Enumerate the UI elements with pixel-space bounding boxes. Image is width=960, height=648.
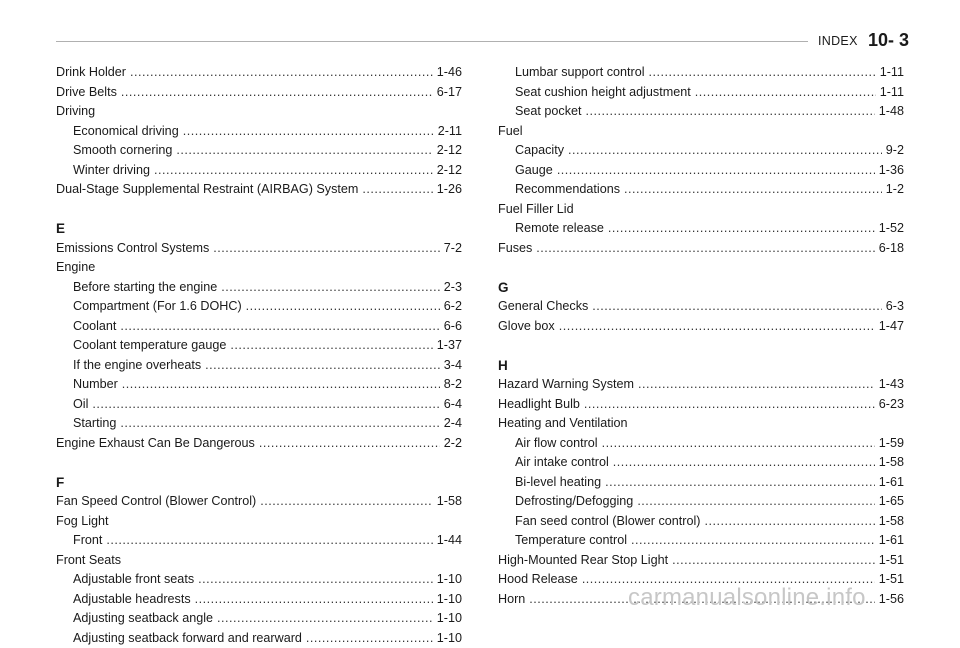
entry-page-number: 6-23 <box>879 395 904 415</box>
dot-leader <box>198 570 433 590</box>
entry-title: Number <box>73 375 118 395</box>
entry-title: Economical driving <box>73 122 179 142</box>
entry-title: Headlight Bulb <box>498 395 580 415</box>
entry-page-number: 1-65 <box>879 492 904 512</box>
entry-title: Air flow control <box>515 434 598 454</box>
entry-page-number: 2-11 <box>438 122 462 142</box>
entry-page-number: 1-61 <box>879 473 904 493</box>
dot-leader <box>92 395 439 415</box>
entry-title: Starting <box>73 414 116 434</box>
entry-title: Fan Speed Control (Blower Control) <box>56 492 256 512</box>
entry-title: Seat cushion height adjustment <box>515 83 691 103</box>
dot-leader <box>624 180 882 200</box>
entry-title: Adjustable headrests <box>73 590 191 610</box>
index-subentry <box>498 512 904 532</box>
dot-leader <box>608 219 875 239</box>
entry-page-number: 2-12 <box>437 141 462 161</box>
index-subentry <box>498 180 904 200</box>
index-entry <box>498 200 904 220</box>
entry-title: High-Mounted Rear Stop Light <box>498 551 668 571</box>
index-subentry <box>498 531 904 551</box>
dot-leader <box>586 102 875 122</box>
dot-leader <box>362 180 432 200</box>
entry-title: Hazard Warning System <box>498 375 634 395</box>
entry-page-number: 1-51 <box>879 570 904 590</box>
entry-title: Adjusting seatback forward and rearward <box>73 629 302 648</box>
entry-page-number: 6-6 <box>444 317 462 337</box>
index-entry <box>56 434 462 454</box>
index-entry <box>56 551 462 571</box>
entry-title: If the engine overheats <box>73 356 201 376</box>
index-subentry <box>498 102 904 122</box>
dot-leader <box>605 473 875 493</box>
index-subentry <box>498 83 904 103</box>
entry-page-number: 6-17 <box>437 83 462 103</box>
entry-page-number: 7-2 <box>444 239 462 259</box>
entry-title: Coolant <box>73 317 116 337</box>
dot-leader <box>306 629 433 648</box>
dot-leader <box>106 531 432 551</box>
entry-page-number: 1-44 <box>437 531 462 551</box>
entry-page-number: 2-3 <box>444 278 462 298</box>
index-subentry <box>56 629 462 648</box>
index-entry <box>56 239 462 259</box>
watermark: carmanualsonline.info <box>628 584 866 612</box>
index-entry <box>498 317 904 337</box>
index-subentry <box>498 492 904 512</box>
entry-title: Fan seed control (Blower control) <box>515 512 701 532</box>
entry-page-number: 1-48 <box>879 102 904 122</box>
entry-page-number: 1-2 <box>886 180 904 200</box>
index-subentry <box>56 278 462 298</box>
index-subentry <box>56 414 462 434</box>
dot-leader <box>536 239 874 259</box>
entry-title: Recommendations <box>515 180 620 200</box>
dot-leader <box>557 161 875 181</box>
entry-title: Fuel Filler Lid <box>498 200 574 220</box>
entry-title: Air intake control <box>515 453 609 473</box>
index-entry <box>56 83 462 103</box>
entry-page-number: 1-61 <box>879 531 904 551</box>
header-rule <box>56 41 808 42</box>
index-entry <box>498 122 904 142</box>
entry-title: Temperature control <box>515 531 627 551</box>
entry-title: Emissions Control Systems <box>56 239 209 259</box>
dot-leader <box>705 512 875 532</box>
entry-title: Hood Release <box>498 570 578 590</box>
entry-page-number: 1-36 <box>879 161 904 181</box>
index-entry <box>498 375 904 395</box>
index-subentry <box>56 336 462 356</box>
section-spacer <box>498 258 904 278</box>
index-entry <box>498 395 904 415</box>
entry-title: Dual-Stage Supplemental Restraint (AIRBAG) System <box>56 180 358 200</box>
entry-page-number: 8-2 <box>444 375 462 395</box>
index-subentry <box>498 434 904 454</box>
entry-title: Glove box <box>498 317 555 337</box>
section-spacer <box>498 336 904 356</box>
index-subentry <box>56 161 462 181</box>
entry-page-number: 9-2 <box>886 141 904 161</box>
entry-page-number: 1-46 <box>437 63 462 83</box>
entry-title: Defrosting/Defogging <box>515 492 633 512</box>
entry-page-number: 1-47 <box>879 317 904 337</box>
index-entry <box>56 180 462 200</box>
entry-page-number: 1-26 <box>437 180 462 200</box>
dot-leader <box>246 297 440 317</box>
index-entry <box>56 512 462 532</box>
entry-page-number: 1-11 <box>880 83 904 103</box>
index-subentry <box>56 531 462 551</box>
entry-page-number: 6-3 <box>886 297 904 317</box>
dot-leader <box>259 434 440 454</box>
dot-leader <box>568 141 882 161</box>
entry-page-number: 1-56 <box>879 590 904 610</box>
entry-page-number: 3-4 <box>444 356 462 376</box>
entry-page-number: 2-4 <box>444 414 462 434</box>
index-entry <box>498 414 904 434</box>
entry-page-number: 2-12 <box>437 161 462 181</box>
index-column-right <box>498 63 904 609</box>
entry-title: Fuel <box>498 122 523 142</box>
header-section-label: INDEX <box>818 34 858 48</box>
entry-page-number: 6-18 <box>879 239 904 259</box>
entry-page-number: 1-52 <box>879 219 904 239</box>
index-column-left <box>56 63 462 648</box>
dot-leader <box>602 434 875 454</box>
entry-page-number: 1-37 <box>437 336 462 356</box>
index-subentry <box>498 141 904 161</box>
index-subentry <box>56 317 462 337</box>
entry-title: Smooth cornering <box>73 141 172 161</box>
index-subentry <box>56 395 462 415</box>
entry-title: Engine Exhaust Can Be Dangerous <box>56 434 255 454</box>
entry-page-number: 1-11 <box>880 63 904 83</box>
entry-page-number: 2-2 <box>444 434 462 454</box>
entry-page-number: 1-58 <box>879 453 904 473</box>
index-entry <box>498 297 904 317</box>
index-subentry <box>498 63 904 83</box>
entry-title: Coolant temperature gauge <box>73 336 226 356</box>
section-spacer <box>56 453 462 473</box>
section-spacer <box>56 200 462 220</box>
entry-title: Bi-level heating <box>515 473 601 493</box>
dot-leader <box>637 492 874 512</box>
dot-leader <box>559 317 875 337</box>
index-subentry <box>56 375 462 395</box>
dot-leader <box>183 122 434 142</box>
dot-leader <box>631 531 875 551</box>
entry-title: Horn <box>498 590 525 610</box>
header-page-number: 10- 3 <box>868 30 909 51</box>
section-letter-heading: H <box>498 356 904 376</box>
entry-title: Driving <box>56 102 95 122</box>
index-subentry <box>498 219 904 239</box>
entry-title: Winter driving <box>73 161 150 181</box>
entry-title: Fog Light <box>56 512 109 532</box>
entry-page-number: 1-10 <box>437 590 462 610</box>
entry-title: Compartment (For 1.6 DOHC) <box>73 297 242 317</box>
entry-page-number: 1-10 <box>437 629 462 648</box>
dot-leader <box>154 161 433 181</box>
dot-leader <box>176 141 432 161</box>
entry-title: Adjusting seatback angle <box>73 609 213 629</box>
dot-leader <box>221 278 440 298</box>
entry-page-number: 1-58 <box>437 492 462 512</box>
dot-leader <box>672 551 875 571</box>
entry-page-number: 1-59 <box>879 434 904 454</box>
entry-title: Fuses <box>498 239 532 259</box>
entry-page-number: 1-10 <box>437 609 462 629</box>
index-entry <box>56 492 462 512</box>
entry-title: Before starting the engine <box>73 278 217 298</box>
entry-page-number: 6-4 <box>444 395 462 415</box>
dot-leader <box>592 297 882 317</box>
entry-page-number: 1-43 <box>879 375 904 395</box>
entry-title: Engine <box>56 258 95 278</box>
index-entry <box>498 551 904 571</box>
entry-title: Heating and Ventilation <box>498 414 628 434</box>
index-subentry <box>56 590 462 610</box>
dot-leader <box>230 336 432 356</box>
dot-leader <box>695 83 876 103</box>
entry-title: Front Seats <box>56 551 121 571</box>
entry-title: Lumbar support control <box>515 63 645 83</box>
entry-title: Seat pocket <box>515 102 582 122</box>
index-subentry <box>56 570 462 590</box>
index-entry <box>56 102 462 122</box>
entry-page-number: 6-2 <box>444 297 462 317</box>
index-entry <box>56 258 462 278</box>
entry-page-number: 1-58 <box>879 512 904 532</box>
dot-leader <box>130 63 433 83</box>
section-letter-heading: G <box>498 278 904 298</box>
entry-title: Front <box>73 531 102 551</box>
dot-leader <box>195 590 433 610</box>
dot-leader <box>122 375 440 395</box>
entry-page-number: 1-51 <box>879 551 904 571</box>
dot-leader <box>613 453 875 473</box>
entry-title: Capacity <box>515 141 564 161</box>
dot-leader <box>584 395 875 415</box>
entry-title: Drink Holder <box>56 63 126 83</box>
entry-title: Gauge <box>515 161 553 181</box>
dot-leader <box>205 356 440 376</box>
dot-leader <box>260 492 433 512</box>
index-subentry <box>56 122 462 142</box>
dot-leader <box>120 414 439 434</box>
entry-title: Drive Belts <box>56 83 117 103</box>
index-entry <box>56 63 462 83</box>
index-subentry <box>56 297 462 317</box>
entry-title: Remote release <box>515 219 604 239</box>
dot-leader <box>120 317 439 337</box>
entry-page-number: 1-10 <box>437 570 462 590</box>
dot-leader <box>213 239 440 259</box>
entry-title: General Checks <box>498 297 588 317</box>
entry-title: Adjustable front seats <box>73 570 194 590</box>
dot-leader <box>638 375 875 395</box>
index-subentry <box>498 453 904 473</box>
index-entry <box>498 239 904 259</box>
section-letter-heading: E <box>56 219 462 239</box>
index-subentry <box>56 356 462 376</box>
entry-title: Oil <box>73 395 88 415</box>
dot-leader <box>649 63 876 83</box>
dot-leader <box>121 83 433 103</box>
section-letter-heading: F <box>56 473 462 493</box>
index-subentry <box>498 161 904 181</box>
index-subentry <box>56 141 462 161</box>
index-subentry <box>498 473 904 493</box>
